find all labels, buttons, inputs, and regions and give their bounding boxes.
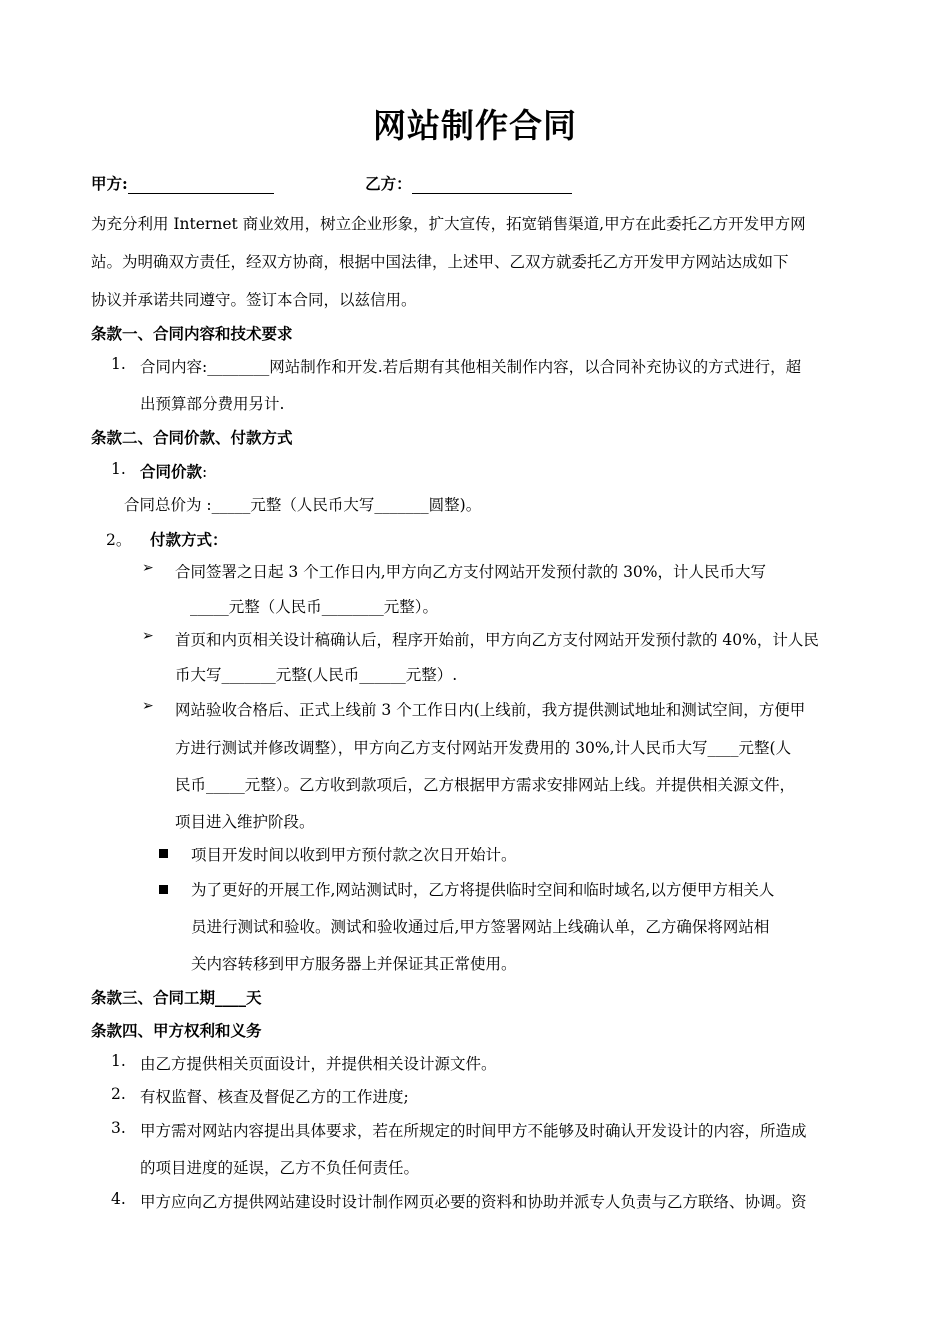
clause4-item1-number: 1. [111,1052,126,1070]
clause2-item1-number: 1. [111,460,126,478]
arrow-bullet-icon: ➢ [142,628,154,644]
clause4-item3-number: 3. [111,1119,126,1137]
arrow-bullet-icon: ➢ [142,560,154,576]
clause2-item2-number: 2。 [106,531,132,549]
clause3-heading: 条款三、合同工期____天 [91,988,262,1007]
parties-line [91,172,572,194]
clause1-item1-line2: 出预算部分费用另计. [140,395,285,413]
square-bullet-icon [159,849,168,858]
note-2-line-2: 员进行测试和验收。测试和验收通过后,甲方签署网站上线确认单，乙方确保将网站相 [191,918,770,936]
clause4-item4-number: 4. [111,1190,126,1208]
clause1-item1-number: 1. [111,355,126,373]
arrow-bullet-icon: ➢ [142,698,154,714]
payment-bullet-3-line-3: 民币_____元整）。乙方收到款项后，乙方根据甲方需求安排网站上线。并提供相关源文件， [175,776,796,794]
clause2-item1-label: 合同价款 [140,462,203,481]
party-a-label: 甲方: [91,174,128,193]
clause4-item1-line1: 由乙方提供相关页面设计，并提供相关设计源文件。 [140,1055,497,1073]
party-a-blank [128,177,274,194]
party-b-label: 乙方： [365,174,412,193]
payment-bullet-1-line-2: _____元整（人民币________元整）。 [190,598,439,616]
total-price-line: 合同总价为 :_____元整（人民币大写_______圆整)。 [124,496,482,514]
payment-bullet-3-line-4: 项目进入维护阶段。 [175,813,315,831]
clause1-item1-text: 网站制作和开发.若后期有其他相关制作内容，以合同补充协议的方式进行，超 [269,358,802,376]
clause2-item2-label: 付款方式： [150,530,228,549]
clause1-heading: 条款一、合同内容和技术要求 [91,324,293,343]
payment-bullet-2-line-1: 首页和内页相关设计稿确认后，程序开始前，甲方向乙方支付网站开发预付款的 40%，计人民 [175,631,819,649]
square-bullet-icon [159,885,168,894]
note-2-line-1: 为了更好的开展工作,网站测试时，乙方将提供临时空间和临时域名,以方便甲方相关人 [191,881,775,899]
clause4-item3-line1: 甲方需对网站内容提出具体要求，若在所规定的时间甲方不能够及时确认开发设计的内容，所造成 [140,1122,807,1140]
clause2-heading: 条款二、合同价款、付款方式 [91,428,293,447]
document-title: 网站制作合同 [373,106,577,145]
clause1-item1-line1 [140,355,801,377]
clause4-item2-number: 2. [111,1085,126,1103]
payment-bullet-2-line-2: 币大写_______元整(人民币______元整）. [175,666,458,684]
clause1-item1-blank: ________ [207,358,270,376]
payment-bullet-3-line-2: 方进行测试并修改调整），甲方向乙方支付网站开发费用的 30%,计人民币大写____元整(人 [175,739,792,757]
note-1-line-1: 项目开发时间以收到甲方预付款之次日开始计。 [191,846,517,864]
clause2-item1-colon: : [202,463,208,481]
clause4-heading: 条款四、甲方权利和义务 [91,1021,262,1040]
party-b-blank [412,177,572,194]
clause1-item1-prefix: 合同内容: [140,358,208,376]
intro-line-3: 协议并承诺共同遵守。签订本合同，以兹信用。 [91,291,417,309]
clause4-item4-line1: 甲方应向乙方提供网站建设时设计制作网页必要的资料和协助并派专人负责与乙方联络、协调。资 [140,1193,807,1211]
clause2-item1-line [140,460,207,482]
clause4-item3-line2: 的项目进度的延误，乙方不负任何责任。 [140,1159,420,1177]
note-2-line-3: 关内容转移到甲方服务器上并保证其正常使用。 [191,955,517,973]
intro-line-2: 站。为明确双方责任，经双方协商，根据中国法律，上述甲、乙双方就委托乙方开发甲方网站达成如下 [91,253,789,271]
payment-bullet-1-line-1: 合同签署之日起 3 个工作日内,甲方向乙方支付网站开发预付款的 30%，计人民币大写 [175,563,767,581]
payment-bullet-3-line-1: 网站验收合格后、正式上线前 3 个工作日内(上线前，我方提供测试地址和测试空间，方便甲 [175,701,806,719]
intro-line-1: 为充分利用 Internet 商业效用，树立企业形象，扩大宣传，拓宽销售渠道,甲方在此委托乙方开发甲方网 [91,215,806,233]
clause4-item2-line1: 有权监督、核查及督促乙方的工作进度; [140,1088,409,1106]
